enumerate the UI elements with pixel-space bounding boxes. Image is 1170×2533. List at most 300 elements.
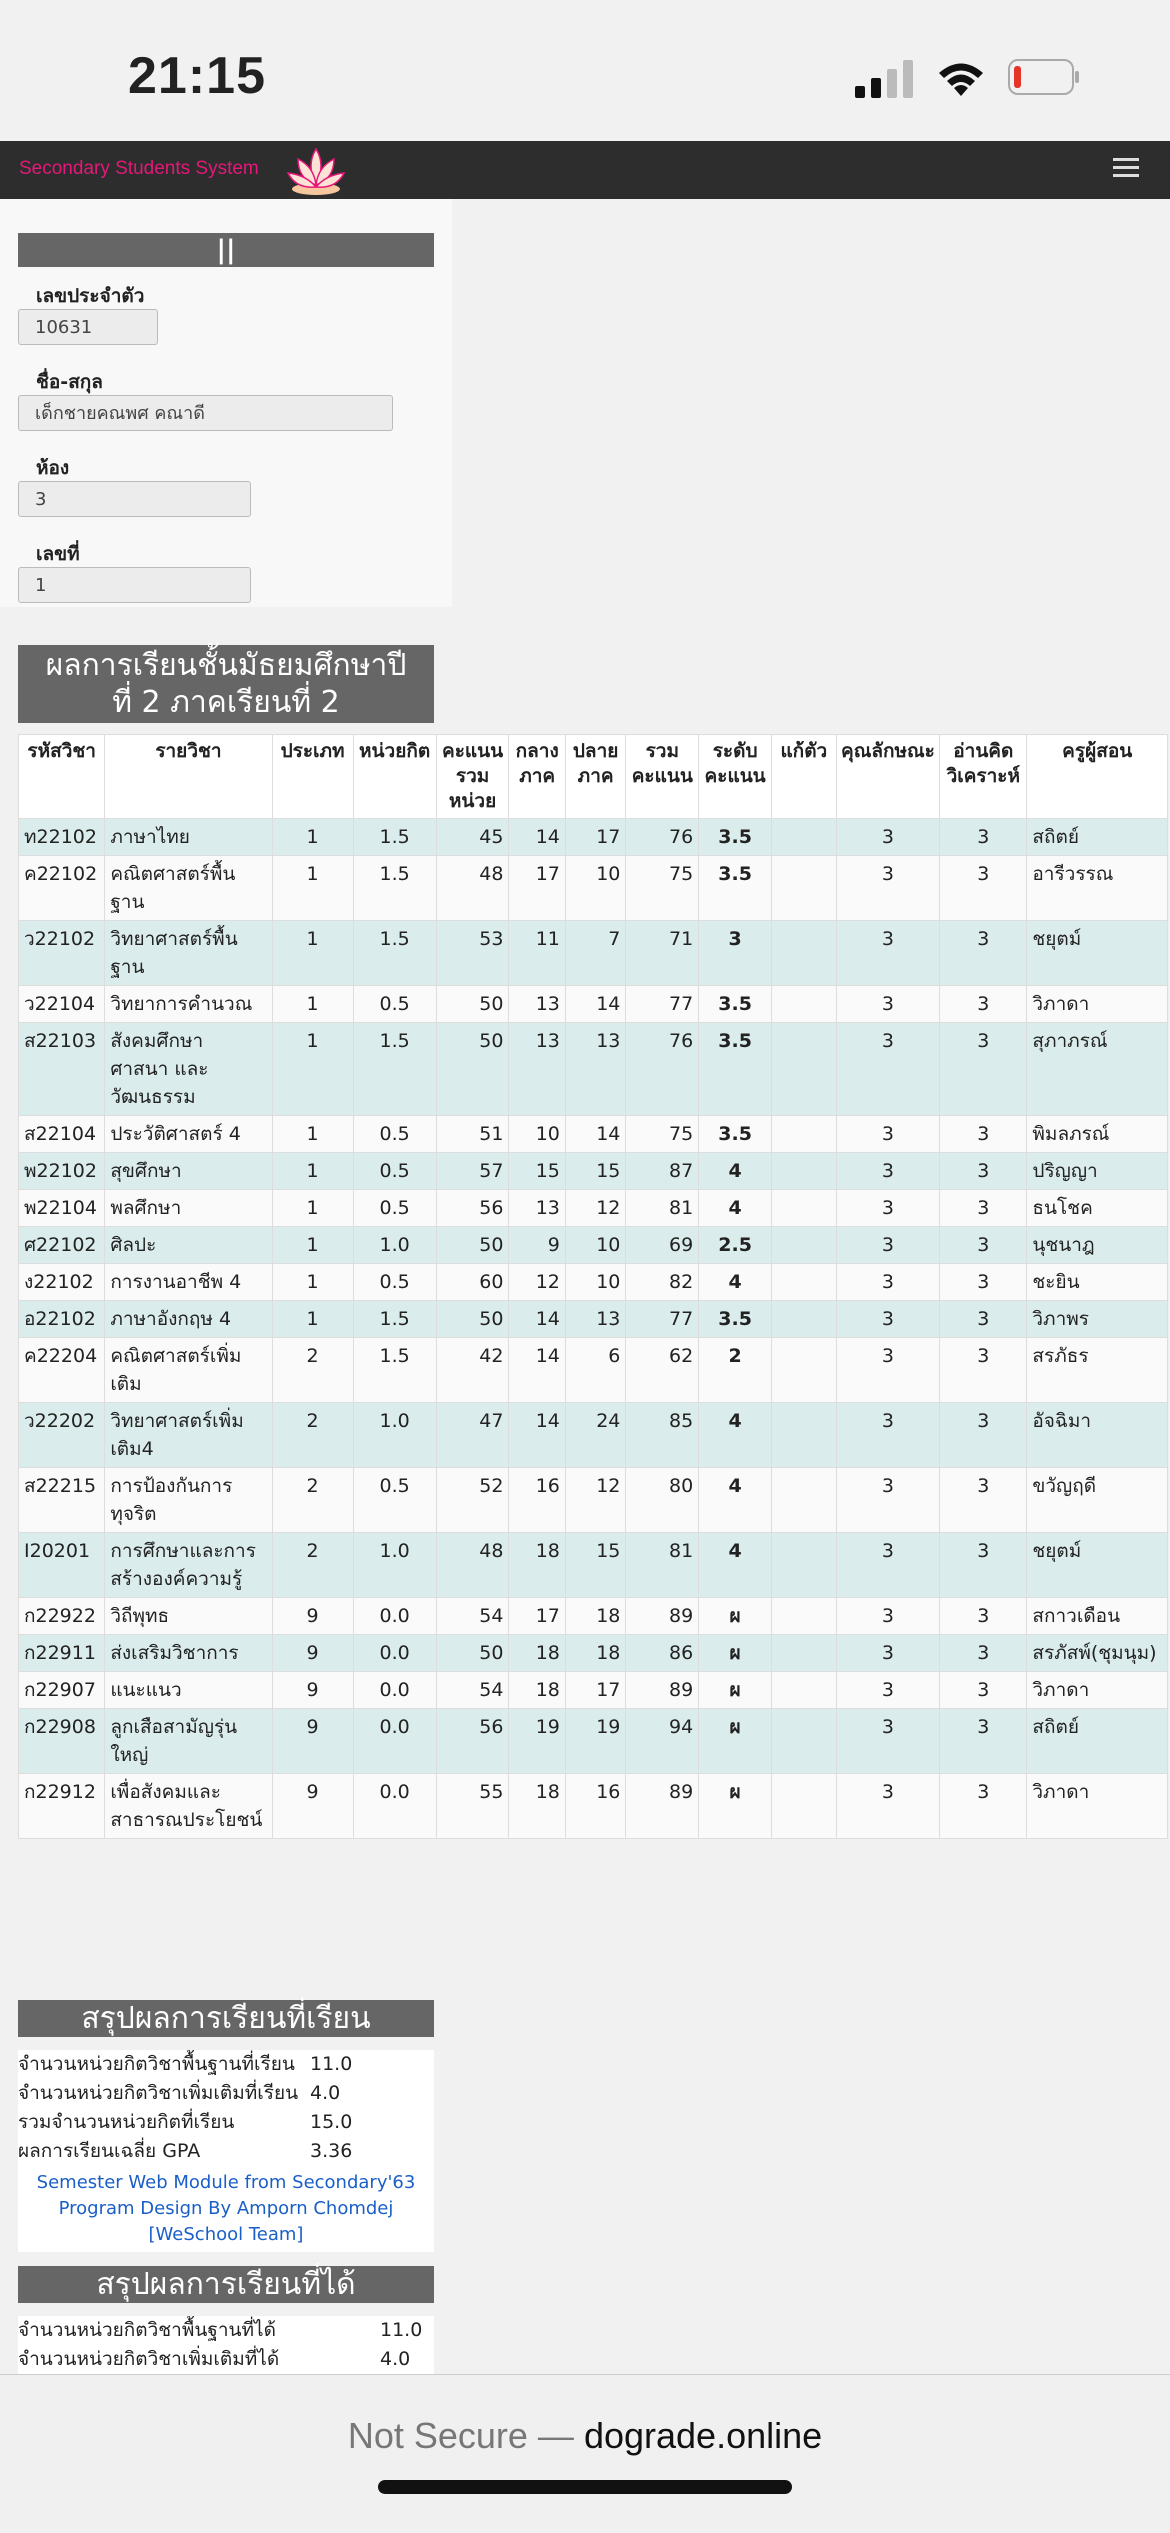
cell-read: 3 (940, 1023, 1027, 1116)
cell-code: อ22102 (19, 1301, 105, 1338)
cell-redo (772, 1672, 837, 1709)
summary-row (18, 2137, 434, 2166)
summary-key: ผลการเรียนเฉลี่ย GPA (18, 2140, 201, 2162)
cell-char: 3 (836, 986, 940, 1023)
cell-teacher: นุชนาฎ (1027, 1227, 1168, 1264)
cell-mid: 11 (509, 921, 565, 986)
cell-redo (772, 1709, 837, 1774)
cell-char: 3 (836, 856, 940, 921)
cellular-signal-icon (855, 60, 917, 98)
grades-title-line1: ผลการเรียนชั้นมัธยมศึกษาปี (45, 648, 407, 683)
cell-char: 3 (836, 1533, 940, 1598)
cell-redo (772, 1264, 837, 1301)
table-header-row (19, 735, 1168, 819)
table-row (19, 1023, 1168, 1116)
cell-read: 3 (940, 1153, 1027, 1190)
cell-code: ส22215 (19, 1468, 105, 1533)
cell-credit: 0.0 (353, 1709, 436, 1774)
cell-fin: 13 (565, 1301, 626, 1338)
cell-mid: 15 (509, 1153, 565, 1190)
cell-teacher: ชยุตม์ (1027, 921, 1168, 986)
cell-total: 77 (626, 1301, 699, 1338)
cell-redo (772, 1153, 837, 1190)
cell-char: 3 (836, 1403, 940, 1468)
cell-redo (772, 1635, 837, 1672)
cell-total: 94 (626, 1709, 699, 1774)
cell-unit: 54 (436, 1598, 509, 1635)
room-field[interactable]: 3 (18, 481, 251, 517)
cell-total: 86 (626, 1635, 699, 1672)
cell-total: 69 (626, 1227, 699, 1264)
cell-mid: 17 (509, 1598, 565, 1635)
cell-type: 2 (272, 1403, 353, 1468)
cell-code: ก22912 (19, 1774, 105, 1839)
name-field[interactable]: เด็กชายคณพศ คณาดี (18, 395, 393, 431)
col-header-grade: ระดับคะแนน (699, 735, 772, 819)
cell-mid: 19 (509, 1709, 565, 1774)
cell-fin: 10 (565, 1227, 626, 1264)
table-row (19, 1774, 1168, 1839)
cell-credit: 0.5 (353, 1264, 436, 1301)
cell-total: 89 (626, 1672, 699, 1709)
cell-teacher: อารีวรรณ (1027, 856, 1168, 921)
cell-grade: 4 (699, 1533, 772, 1598)
cell-credit: 1.0 (353, 1533, 436, 1598)
cell-read: 3 (940, 1533, 1027, 1598)
cell-name: ภาษาไทย (105, 819, 272, 856)
col-header-characteristics: คุณลักษณะ (836, 735, 940, 819)
cell-total: 82 (626, 1264, 699, 1301)
summary-key: จำนวนหน่วยกิตวิชาเพิ่มเติมที่ได้ (18, 2348, 280, 2370)
table-row (19, 1227, 1168, 1264)
cell-name: การงานอาชีพ 4 (105, 1264, 272, 1301)
cell-credit: 1.0 (353, 1403, 436, 1468)
cell-fin: 24 (565, 1403, 626, 1468)
cell-code: ง22102 (19, 1264, 105, 1301)
cell-type: 2 (272, 1338, 353, 1403)
cell-char: 3 (836, 1709, 940, 1774)
grades-table (18, 734, 1168, 1839)
cell-redo (772, 986, 837, 1023)
cell-unit: 50 (436, 1227, 509, 1264)
cell-grade: ผ (699, 1672, 772, 1709)
cell-total: 89 (626, 1598, 699, 1635)
cell-mid: 14 (509, 1403, 565, 1468)
cell-teacher: พิมลภรณ์ (1027, 1116, 1168, 1153)
cell-fin: 13 (565, 1023, 626, 1116)
cell-mid: 12 (509, 1264, 565, 1301)
table-row (19, 1116, 1168, 1153)
cell-code: ส22103 (19, 1023, 105, 1116)
cell-grade: 4 (699, 1190, 772, 1227)
cell-unit: 53 (436, 921, 509, 986)
cell-read: 3 (940, 1190, 1027, 1227)
cell-grade: 4 (699, 1403, 772, 1468)
cell-grade: 3 (699, 921, 772, 986)
url-display[interactable] (0, 2415, 1170, 2457)
browser-address-bar[interactable] (0, 2374, 1170, 2533)
cell-teacher: สกาวเดือน (1027, 1598, 1168, 1635)
cell-type: 9 (272, 1774, 353, 1839)
cell-unit: 45 (436, 819, 509, 856)
cell-code: ค22102 (19, 856, 105, 921)
cell-unit: 52 (436, 1468, 509, 1533)
cell-unit: 55 (436, 1774, 509, 1839)
cell-name: คณิตศาสตร์เพิ่มเติม (105, 1338, 272, 1403)
table-row (19, 986, 1168, 1023)
cell-credit: 0.5 (353, 1190, 436, 1227)
cell-read: 3 (940, 1116, 1027, 1153)
col-header-final: ปลายภาค (565, 735, 626, 819)
cell-char: 3 (836, 1635, 940, 1672)
col-header-subject: รายวิชา (105, 735, 272, 819)
cell-code: ก22922 (19, 1598, 105, 1635)
cell-unit: 50 (436, 1023, 509, 1116)
cell-total: 87 (626, 1153, 699, 1190)
cell-redo (772, 1774, 837, 1839)
summary-key: จำนวนหน่วยกิตวิชาพื้นฐานที่ได้ (18, 2319, 276, 2341)
cell-total: 80 (626, 1468, 699, 1533)
cell-teacher: ชยุตม์ (1027, 1533, 1168, 1598)
cell-redo (772, 1190, 837, 1227)
cell-redo (772, 856, 837, 921)
summary-key: จำนวนหน่วยกิตวิชาเพิ่มเติมที่เรียน (18, 2082, 299, 2104)
table-row (19, 1190, 1168, 1227)
cell-teacher: สรภัสพ์(ชุมนุม) (1027, 1635, 1168, 1672)
cell-unit: 54 (436, 1672, 509, 1709)
summary-value: 4.0 (310, 2082, 341, 2104)
home-indicator[interactable] (378, 2480, 792, 2494)
cell-mid: 10 (509, 1116, 565, 1153)
cell-name: ส่งเสริมวิชาการ (105, 1635, 272, 1672)
cell-name: วิทยาศาสตร์เพิ่มเติม4 (105, 1403, 272, 1468)
credits-footer-link[interactable]: Semester Web Module from Secondary'63 Program Design By Amporn Chomdej [WeSchool Team] (36, 2172, 416, 2245)
cell-read: 3 (940, 856, 1027, 921)
cell-credit: 0.0 (353, 1672, 436, 1709)
cell-read: 3 (940, 1264, 1027, 1301)
cell-mid: 16 (509, 1468, 565, 1533)
cell-read: 3 (940, 1468, 1027, 1533)
cell-type: 1 (272, 1264, 353, 1301)
cell-read: 3 (940, 1672, 1027, 1709)
cell-type: 1 (272, 1023, 353, 1116)
cell-grade: 3.5 (699, 1116, 772, 1153)
cell-char: 3 (836, 1227, 940, 1264)
wifi-icon (935, 58, 987, 98)
cell-code: พ22102 (19, 1153, 105, 1190)
cell-credit: 0.0 (353, 1774, 436, 1839)
summary-studied-box (18, 2050, 434, 2252)
col-header-unit-score: คะแนนรวมหน่วย (436, 735, 509, 819)
cell-read: 3 (940, 1635, 1027, 1672)
cell-fin: 15 (565, 1533, 626, 1598)
cell-name: พลศึกษา (105, 1190, 272, 1227)
cell-grade: 3.5 (699, 819, 772, 856)
cell-name: ภาษาอังกฤษ 4 (105, 1301, 272, 1338)
cell-credit: 0.5 (353, 1468, 436, 1533)
grades-title-line2: ที่ 2 ภาคเรียนที่ 2 (112, 685, 340, 720)
cell-teacher: วิภาดา (1027, 986, 1168, 1023)
cell-redo (772, 1023, 837, 1116)
cell-read: 3 (940, 1774, 1027, 1839)
cell-fin: 19 (565, 1709, 626, 1774)
number-field[interactable]: 1 (18, 567, 251, 603)
cell-name: ประวัติศาสตร์ 4 (105, 1116, 272, 1153)
cell-credit: 0.0 (353, 1598, 436, 1635)
cell-teacher: วิภาดา (1027, 1774, 1168, 1839)
summary-value: 3.36 (310, 2140, 353, 2162)
cell-teacher: วิภาดา (1027, 1672, 1168, 1709)
name-label: ชื่อ-สกุล (36, 371, 103, 393)
cell-grade: 2 (699, 1338, 772, 1403)
summary-key: รวมจำนวนหน่วยกิตที่เรียน (18, 2111, 235, 2133)
cell-redo (772, 1468, 837, 1533)
cell-redo (772, 1301, 837, 1338)
cell-char: 3 (836, 1116, 940, 1153)
cell-name: สังคมศึกษา ศาสนา และวัฒนธรรม (105, 1023, 272, 1116)
cell-code: ส22104 (19, 1116, 105, 1153)
cell-char: 3 (836, 1468, 940, 1533)
cell-grade: 2.5 (699, 1227, 772, 1264)
cell-grade: 3.5 (699, 1301, 772, 1338)
cell-grade: ผ (699, 1635, 772, 1672)
cell-name: แนะแนว (105, 1672, 272, 1709)
table-row (19, 1709, 1168, 1774)
cell-name: วิถีพุทธ (105, 1598, 272, 1635)
cell-mid: 17 (509, 856, 565, 921)
table-row (19, 921, 1168, 986)
table-row (19, 1264, 1168, 1301)
cell-read: 3 (940, 1301, 1027, 1338)
cell-redo (772, 1598, 837, 1635)
col-header-reading: อ่านคิดวิเคราะห์ (940, 735, 1027, 819)
student-id-label: เลขประจำตัว (36, 285, 145, 307)
table-row (19, 856, 1168, 921)
summary-row (18, 2050, 434, 2079)
cell-char: 3 (836, 1023, 940, 1116)
room-label: ห้อง (36, 457, 70, 479)
battery-low-icon (1008, 59, 1080, 95)
summary-key: จำนวนหน่วยกิตวิชาพื้นฐานที่เรียน (18, 2053, 295, 2075)
cell-fin: 16 (565, 1774, 626, 1839)
cell-char: 3 (836, 1672, 940, 1709)
cell-mid: 18 (509, 1533, 565, 1598)
cell-read: 3 (940, 921, 1027, 986)
cell-grade: 3.5 (699, 856, 772, 921)
cell-unit: 57 (436, 1153, 509, 1190)
cell-char: 3 (836, 1338, 940, 1403)
cell-total: 62 (626, 1338, 699, 1403)
cell-total: 81 (626, 1533, 699, 1598)
cell-credit: 1.5 (353, 921, 436, 986)
cell-teacher: วิภาพร (1027, 1301, 1168, 1338)
cell-credit: 1.5 (353, 1023, 436, 1116)
status-bar (0, 0, 1170, 141)
cell-total: 77 (626, 986, 699, 1023)
cell-code: I20201 (19, 1533, 105, 1598)
cell-char: 3 (836, 1153, 940, 1190)
cell-redo (772, 1338, 837, 1403)
cell-type: 1 (272, 1190, 353, 1227)
cell-name: การศึกษาและการสร้างองค์ความรู้ (105, 1533, 272, 1598)
cell-type: 2 (272, 1533, 353, 1598)
cell-teacher: อัจฉิมา (1027, 1403, 1168, 1468)
cell-grade: 4 (699, 1264, 772, 1301)
cell-mid: 18 (509, 1774, 565, 1839)
cell-redo (772, 1116, 837, 1153)
cell-credit: 0.5 (353, 1153, 436, 1190)
cell-char: 3 (836, 1264, 940, 1301)
cell-credit: 0.5 (353, 986, 436, 1023)
cell-credit: 0.0 (353, 1635, 436, 1672)
cell-type: 1 (272, 856, 353, 921)
cell-fin: 18 (565, 1635, 626, 1672)
cell-redo (772, 1227, 837, 1264)
table-row (19, 1598, 1168, 1635)
domain-label: dograde.online (583, 2415, 823, 2456)
cell-total: 71 (626, 921, 699, 986)
cell-name: ศิลปะ (105, 1227, 272, 1264)
cell-type: 9 (272, 1635, 353, 1672)
cell-total: 89 (626, 1774, 699, 1839)
clock: 21:15 (128, 47, 266, 105)
cell-redo (772, 819, 837, 856)
cell-name: วิทยาการคำนวณ (105, 986, 272, 1023)
cell-char: 3 (836, 921, 940, 986)
table-row (19, 1338, 1168, 1403)
table-row (19, 819, 1168, 856)
summary-earned-box (18, 2316, 434, 2374)
cell-read: 3 (940, 1338, 1027, 1403)
cell-char: 3 (836, 1598, 940, 1635)
cell-teacher: ธนโชค (1027, 1190, 1168, 1227)
summary-value: 4.0 (380, 2348, 411, 2370)
col-header-midterm: กลางภาค (509, 735, 565, 819)
cell-mid: 18 (509, 1672, 565, 1709)
hamburger-menu-icon[interactable] (1113, 158, 1139, 180)
cell-char: 3 (836, 819, 940, 856)
cell-credit: 1.0 (353, 1227, 436, 1264)
cell-char: 3 (836, 1190, 940, 1227)
grades-section-title (18, 645, 434, 723)
profile-header: || (18, 233, 434, 267)
cell-grade: 4 (699, 1468, 772, 1533)
cell-teacher: สถิตย์ (1027, 819, 1168, 856)
cell-credit: 1.5 (353, 1338, 436, 1403)
cell-grade: ผ (699, 1709, 772, 1774)
cell-redo (772, 921, 837, 986)
cell-type: 1 (272, 986, 353, 1023)
student-id-field[interactable]: 10631 (18, 309, 158, 345)
col-header-type: ประเภท (272, 735, 353, 819)
cell-mid: 14 (509, 819, 565, 856)
cell-teacher: สุภาภรณ์ (1027, 1023, 1168, 1116)
table-row (19, 1672, 1168, 1709)
cell-fin: 14 (565, 1116, 626, 1153)
cell-mid: 9 (509, 1227, 565, 1264)
cell-teacher: ชะยิน (1027, 1264, 1168, 1301)
lotus-logo-icon (284, 141, 348, 199)
cell-name: วิทยาศาสตร์พื้นฐาน (105, 921, 272, 986)
cell-unit: 50 (436, 986, 509, 1023)
cell-fin: 12 (565, 1190, 626, 1227)
table-row (19, 1153, 1168, 1190)
cell-code: ก22907 (19, 1672, 105, 1709)
cell-unit: 51 (436, 1116, 509, 1153)
col-header-credit: หน่วยกิต (353, 735, 436, 819)
col-header-code: รหัสวิชา (19, 735, 105, 819)
table-row (19, 1403, 1168, 1468)
cell-fin: 18 (565, 1598, 626, 1635)
summary-row (18, 2108, 434, 2137)
cell-mid: 13 (509, 986, 565, 1023)
table-row (19, 1301, 1168, 1338)
cell-read: 3 (940, 1709, 1027, 1774)
cell-teacher: ขวัญฤดี (1027, 1468, 1168, 1533)
cell-unit: 48 (436, 1533, 509, 1598)
cell-type: 1 (272, 1301, 353, 1338)
summary-row (18, 2316, 434, 2345)
cell-fin: 12 (565, 1468, 626, 1533)
cell-mid: 14 (509, 1301, 565, 1338)
top-navbar (0, 141, 1170, 199)
cell-fin: 10 (565, 856, 626, 921)
cell-fin: 10 (565, 1264, 626, 1301)
cell-total: 76 (626, 1023, 699, 1116)
table-row (19, 1468, 1168, 1533)
cell-type: 9 (272, 1672, 353, 1709)
cell-grade: ผ (699, 1774, 772, 1839)
cell-total: 75 (626, 1116, 699, 1153)
cell-fin: 17 (565, 819, 626, 856)
cell-total: 75 (626, 856, 699, 921)
cell-unit: 60 (436, 1264, 509, 1301)
cell-unit: 50 (436, 1301, 509, 1338)
cell-code: ก22911 (19, 1635, 105, 1672)
col-header-redo: แก้ตัว (772, 735, 837, 819)
cell-read: 3 (940, 1403, 1027, 1468)
cell-name: สุขศึกษา (105, 1153, 272, 1190)
cell-char: 3 (836, 1774, 940, 1839)
cell-mid: 13 (509, 1190, 565, 1227)
cell-grade: 3.5 (699, 1023, 772, 1116)
brand-title[interactable]: Secondary Students System (19, 158, 259, 179)
cell-fin: 15 (565, 1153, 626, 1190)
cell-code: ก22908 (19, 1709, 105, 1774)
summary-earned-title: สรุปผลการเรียนที่ได้ (18, 2266, 434, 2303)
cell-read: 3 (940, 1227, 1027, 1264)
summary-value: 15.0 (310, 2111, 353, 2133)
cell-teacher: สถิตย์ (1027, 1709, 1168, 1774)
cell-unit: 50 (436, 1635, 509, 1672)
cell-name: เพื่อสังคมและสาธารณประโยชน์ (105, 1774, 272, 1839)
summary-studied-title: สรุปผลการเรียนที่เรียน (18, 2000, 434, 2037)
cell-unit: 56 (436, 1190, 509, 1227)
cell-read: 3 (940, 986, 1027, 1023)
cell-unit: 42 (436, 1338, 509, 1403)
cell-code: ว22104 (19, 986, 105, 1023)
cell-total: 76 (626, 819, 699, 856)
summary-row (18, 2345, 434, 2374)
summary-value: 11.0 (380, 2319, 423, 2341)
cell-redo (772, 1403, 837, 1468)
cell-code: ค22204 (19, 1338, 105, 1403)
cell-code: พ22104 (19, 1190, 105, 1227)
table-row (19, 1635, 1168, 1672)
cell-type: 9 (272, 1598, 353, 1635)
cell-grade: 3.5 (699, 986, 772, 1023)
cell-read: 3 (940, 819, 1027, 856)
